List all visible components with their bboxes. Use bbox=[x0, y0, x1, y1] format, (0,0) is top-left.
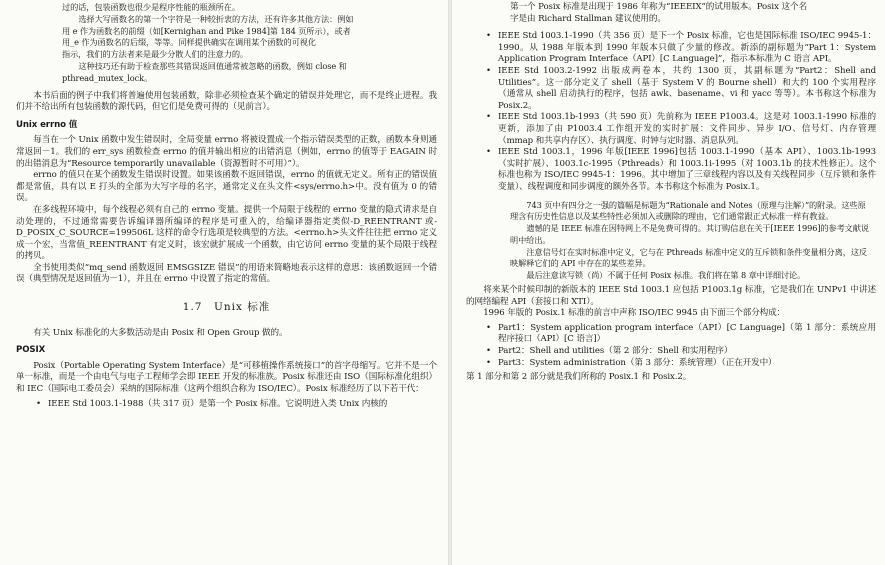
bullet-icon: • bbox=[486, 31, 491, 42]
heading-posix: POSIX bbox=[16, 345, 46, 356]
paragraph-errno-threads: 在多线程环境中，每个线程必须有自己的 errno 变量。提供一个局限于线程的 errno 变量的隐式请求是自动处理的，不过通常需要告诉编译器所编译的程序是可重入的，给编译器指定类似-D_REENTRANT 或-D_POSIX_C_SOURCE=199506L 这样的命令行选项是较典型的方法。<errno.h>头文件往往把 errno 定义成一个宏，当常值_REENTRANT 有定义时，该宏就扩展成一个函数，由它访问 errno 变量的某个局限于线程的拷贝。 bbox=[16, 204, 437, 262]
list-item bbox=[466, 112, 876, 147]
note-line: pthread_mutex_lock。 bbox=[62, 72, 153, 83]
bullet-icon: • bbox=[36, 398, 41, 409]
list-item bbox=[16, 399, 437, 411]
bullet-icon: • bbox=[486, 357, 491, 368]
bullet-icon: • bbox=[486, 147, 491, 158]
heading-unix-errno: Unix errno 值 bbox=[16, 119, 78, 130]
left-page bbox=[4, 0, 445, 565]
note-line: 注意信号灯在实时标准中定义，它与在 Pthreads 标准中定义的互斥锁和条件变量相分离，这反映解释它们的 API 中存在的某些差异。 bbox=[510, 246, 867, 269]
left-bullet-list bbox=[16, 399, 437, 411]
note-line: 指示，我们的方法者来是最少分散人们的注意力的。 bbox=[62, 49, 249, 60]
list-item bbox=[466, 66, 876, 112]
paragraph-parts-summary: 第 1 部分和第 2 部分就是我们所称的 Posix.1 和 Posix.2。 bbox=[466, 372, 692, 383]
note-line: 用 e 作为函数名的前缀（如[Kernighan and Pike 1984]第 184 页所示），或者 bbox=[62, 25, 351, 36]
paragraph-iso-9945: 1996 年版的 Posix.1 标准的前言中声称 ISO/IEC 9945 由下面三个部分构成： bbox=[483, 308, 786, 319]
list-item-text: IEEE Std 1003.1-1988（共 317 页）是第一个 Posix 标准。它说明进入类 Unix 内核的 bbox=[48, 398, 388, 409]
list-item bbox=[466, 358, 876, 370]
note-line: 遗憾的是 IEEE 标准在因特网上不是免费可得的。其订购信息在关于[IEEE 1996]的参考文献说明中给出。 bbox=[510, 223, 869, 245]
list-item bbox=[466, 346, 876, 358]
right-bullet-list bbox=[466, 31, 876, 193]
right-top-note bbox=[466, 2, 876, 25]
note-line: 选择大写函数名的第一个字符是一种较折衷的方法，还有许多其他方法：例如 bbox=[78, 13, 354, 24]
list-item-text: IEEE Std 1003.1-1990（共 356 页）是下一个 Posix 标准，它也是国际标准 ISO/IEC 9945-1：1990。从 1988 年版本到 1990 年版本只做了少量的修改。新添的副标题为“Part 1：System Application Program Interface（API）[C Language]”，指示本标准为 C 语言 API。 bbox=[498, 31, 876, 65]
paragraph-posix-def: Posix（Portable Operating System Interface）是“可移植操作系统接口”的首字母缩写。它并不是一个单一标准，而是一个由电气与电子工程师学会即 IEEE 开发的标准族。Posix 标准还由 ISO（国际标准化组织）和 IEC（国际电工委员会）采纳的国际标准（这两个组织合称为 ISO/IEC）。Posix 标准经历了以下若干代： bbox=[16, 360, 437, 395]
list-item bbox=[466, 323, 876, 346]
note-line: 过的话，包装函数也很少是程序性能的瓶颈所在。 bbox=[62, 2, 240, 12]
paragraph-errno-phrase: 全书使用类似“mq_send 函数返回 EMSGSIZE 错误”的用语来简略地表示这样的意思：该函数返回一个错误（典型情况是返回值为－1），并且在 errno 中设置了指定的常值。 bbox=[16, 262, 437, 285]
bullet-icon: • bbox=[486, 322, 491, 333]
list-item bbox=[466, 31, 876, 66]
paragraph-errno-set: 每当在一个 Unix 函数中发生错误时，全局变量 errno 将被设置成一个指示错误类型的正数，函数本身则通常返回－1。我们的 err_sys 函数检查 errno 的值并输出相应的出错消息（例如，errno 的值等于 EAGAIN 时的出错消息为“Resource temporarily unavailable（资源暂时不可用）”）。 bbox=[16, 135, 437, 169]
note-line: 743 页中有四分之一强的篇幅是标题为“Rationale and Notes（原理与注解）”的附录。这些原理含有历史性信息以及某些特性必须加入或删除的理由，它们通常跟正式标准一样有教益。 bbox=[510, 199, 866, 222]
bullet-icon: • bbox=[486, 346, 491, 357]
book-gutter bbox=[448, 0, 452, 565]
note-line: 用_e 作为函数名的后缀，等等。同样提供确实在调用某个函数的可视化 bbox=[62, 37, 316, 48]
note-line: 最后注意读写锁（尚）不属于任何 Posix 标准。我们将在第 8 章中详细讨论。 bbox=[526, 270, 806, 281]
paragraph-standards-intro: 有关 Unix 标准化的大多数活动是由 Posix 和 Open Group 做的。 bbox=[33, 327, 288, 338]
left-note-block bbox=[16, 2, 437, 85]
section-title-unix-standards: 1.7 Unix 标准 bbox=[182, 301, 271, 314]
list-item-text: IEEE Std 1003.1，1996 年版[IEEE 1996]包括 1003.1-1990（基本 API）、1003.1b-1993（实时扩展）、1003.1c-1995（Pthreads）和 1003.1i-1995（对 1003.1b 的技术性修正）。这个标准也称为 ISO/IEC 9945-1：1996。其中增加了三章线程内容以及有关线程同步（互斥锁和条件变量）、线程调度和同步调度的额外各节。本书称这个标准为 Posix.1。 bbox=[498, 147, 876, 192]
note-line: 字是由 Richard Stallman 建议使用的。 bbox=[510, 13, 666, 24]
parts-list bbox=[466, 323, 876, 369]
list-item-text: IEEE Std 1003.2-1992 出版成两卷本，共约 1300 页，其副标题为“Part2：Shell and Utilities”。这一部分定义了 shell（基于 System V 的 Bourne shell）和大约 100 个实用程序（通常从 shell 启动执行的程序，包括 awk、basename、vi 和 yacc 等等）。本书称这个标准为 Posix.2。 bbox=[498, 65, 876, 111]
note-line: 这种技巧还有助于检查那些其错误返回值通常被忽略的函数，例如 close 和 bbox=[78, 60, 347, 71]
list-item-text: Part1：System application program interface（API）[C Language]（第 1 部分：系统应用程序接口（API）[C 语言]） bbox=[498, 322, 876, 345]
list-item-text: IEEE Std 1003.1b-1993（共 590 页）先前称为 IEEE P1003.4。这是对 1003.1-1990 标准的更新，添加了由 P1003.4 工作组开发的实时扩展：文件同步、异步 I/O、信号灯、内存管理（mmap 和共享内存区）、执行调度、时钟与定时器、消息队列。 bbox=[498, 112, 876, 146]
bullet-icon: • bbox=[486, 112, 491, 123]
right-page bbox=[456, 0, 884, 565]
bullet-icon: • bbox=[486, 65, 491, 76]
list-item-text: Part2：Shell and utilities（第 2 部分：Shell 和实用程序） bbox=[498, 346, 733, 357]
list-item-text: Part3：System administration（第 3 部分：系统管理）（正在开发中） bbox=[498, 357, 777, 368]
list-item bbox=[466, 147, 876, 193]
right-note-block bbox=[466, 200, 876, 283]
paragraph-wrappers: 本书后面的例子中我们将普遍使用包装函数，除非必须检查某个确定的错误并处理它，而不是终止进程。我们并不给出所有包装函数的源代码，但它们是免费可得的（见前言）。 bbox=[16, 90, 437, 113]
note-line: 第一个 Posix 标准是出现于 1986 年称为“IEEEIX”的试用版本。Posix 这个名 bbox=[510, 2, 807, 12]
paragraph-errno-values: errno 的值只在某个函数发生错误时设置。如果该函数不返回错误，errno 的值就无定义。所有正的错误值都是常值，具有以 E 打头的全部为大写字母的名字，通常定义在头文件<sys/errno.h>中。没有值为 0 的错误。 bbox=[16, 170, 437, 204]
paragraph-p1003-1g: 将来某个时候印制的新版本的 IEEE Std 1003.1 应包括 P1003.1g 标准，它是我们在 UNPv1 中讲述的网络编程 API（套接口和 XTI）。 bbox=[466, 285, 876, 307]
